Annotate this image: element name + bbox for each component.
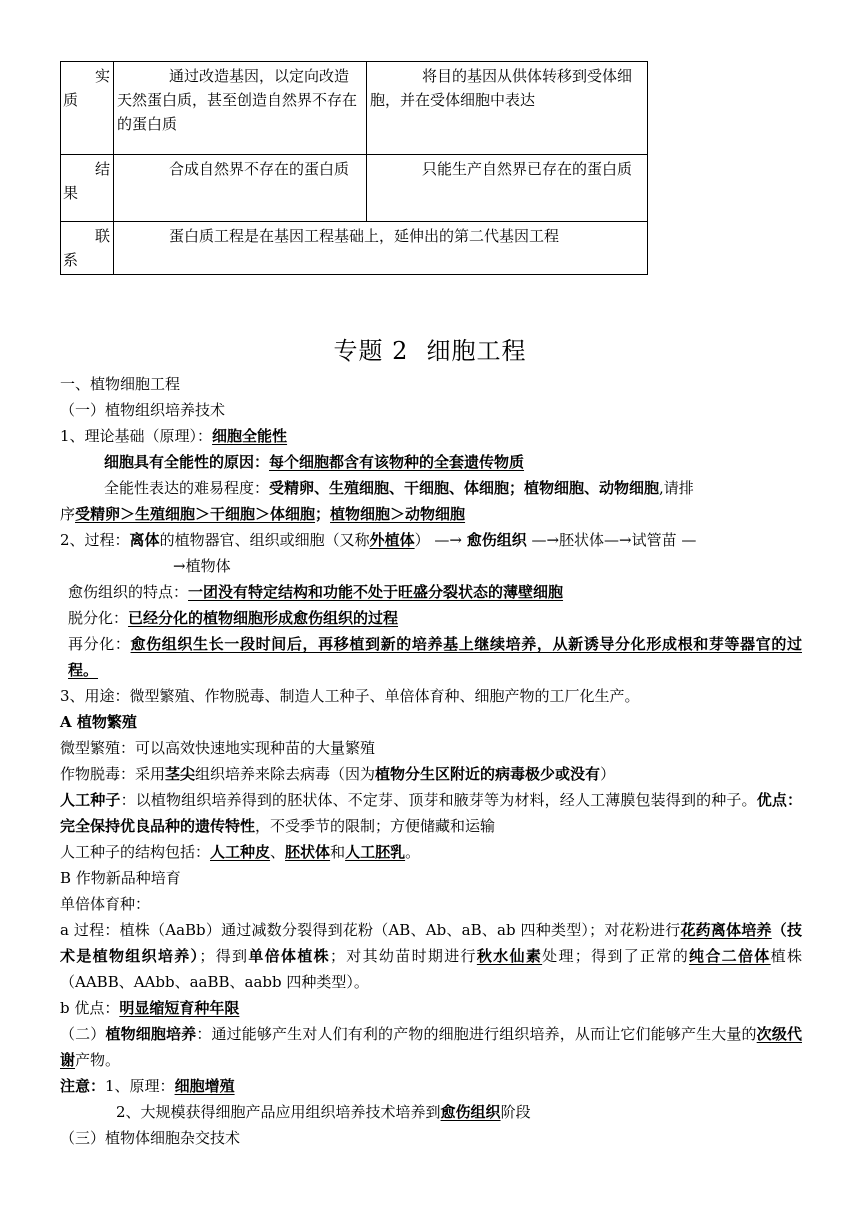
paragraph: a 过程：植株（AaBb）通过减数分裂得到花粉（AB、Ab、aB、ab 四种类型）；对花粉进行花药离体培养（技术是植物组织培养）；得到单倍体植株；对其幼苗时期进行秋水仙素处理；得到了正常的纯合二倍体植株（AABB、AAbb、aaBB、aabb 四种类型）。 xyxy=(60,921,802,991)
paragraph: 人工种子：以植物组织培养得到的胚状体、不定芽、顶芽和腋芽等为材料，经人工薄膜包装得到的种子。优点：完全保持优良品种的遗传特性，不受季节的限制；方便储藏和运输 xyxy=(60,791,802,835)
table-cell: 合成自然界不存在的蛋白质 xyxy=(114,155,367,222)
table-cell: 将目的基因从供体转移到受体细胞，并在受体细胞中表达 xyxy=(367,62,648,155)
table-row xyxy=(61,62,648,155)
paragraph: 脱分化：已经分化的植物细胞形成愈伤组织的过程 xyxy=(68,609,399,627)
paragraph: →植物体 xyxy=(173,557,231,575)
table-row xyxy=(61,155,648,222)
row-label: 结 果 xyxy=(61,155,114,222)
paragraph: b 优点：明显缩短育种年限 xyxy=(60,999,240,1017)
table-cell: 只能生产自然界已存在的蛋白质 xyxy=(367,155,648,222)
subheading-tissue-culture: （一）植物组织培养技术 xyxy=(60,401,226,419)
subheading-somatic-hybridization: （三）植物体细胞杂交技术 xyxy=(60,1129,241,1147)
paragraph: 人工种子的结构包括：人工种皮、胚状体和人工胚乳。 xyxy=(60,843,421,861)
comparison-table xyxy=(60,61,648,275)
paragraph: 再分化：愈伤组织生长一段时间后，再移植到新的培养基上继续培养，从新诱导分化形成根和芽等器官的过程。 xyxy=(68,635,802,679)
heading-plant-cell-engineering: 一、植物细胞工程 xyxy=(60,375,181,393)
subheading-new-variety: B 作物新品种培育 xyxy=(60,869,181,887)
paragraph: 3、用途：微型繁殖、作物脱毒、制造人工种子、单倍体育种、细胞产物的工厂化生产。 xyxy=(60,687,640,705)
paragraph: 愈伤组织的特点：一团没有特定结构和功能不处于旺盛分裂状态的薄壁细胞 xyxy=(68,583,564,601)
paragraph: 注意：1、原理：细胞增殖 xyxy=(60,1077,235,1095)
paragraph: 单倍体育种： xyxy=(60,895,151,913)
table-cell-merged: 蛋白质工程是在基因工程基础上，延伸出的第二代基因工程 xyxy=(114,222,648,275)
paragraph: 2、过程：离体的植物器官、组织或细胞（又称外植体） —→ 愈伤组织 —→胚状体—→试管苗 — xyxy=(60,531,697,549)
paragraph: 微型繁殖：可以高效快速地实现种苗的大量繁殖 xyxy=(60,739,376,757)
section-title: 专题 2 细胞工程 xyxy=(333,337,527,365)
subheading-plant-propagation: A 植物繁殖 xyxy=(60,713,137,731)
body-text xyxy=(60,371,802,1151)
table-cell: 通过改造基因，以定向改造天然蛋白质，甚至创造自然界不存在的蛋白质 xyxy=(114,62,367,155)
row-label: 实 质 xyxy=(61,62,114,155)
table-row xyxy=(61,222,648,275)
row-label: 联 系 xyxy=(61,222,114,275)
paragraph: （二）植物细胞培养：通过能够产生对人们有利的产物的细胞进行组织培养，从而让它们能够产生大量的次级代谢产物。 xyxy=(60,1025,802,1069)
paragraph: 作物脱毒：采用茎尖组织培养来除去病毒（因为植物分生区附近的病毒极少或没有） xyxy=(60,765,616,783)
paragraph: 全能性表达的难易程度：受精卵、生殖细胞、干细胞、体细胞；植物细胞、动物细胞,请排 xyxy=(104,479,694,497)
paragraph: 1、理论基础（原理）：细胞全能性 xyxy=(60,427,288,445)
paragraph: 细胞具有全能性的原因：每个细胞都含有该物种的全套遗传物质 xyxy=(104,453,525,471)
paragraph: 2、大规模获得细胞产品应用组织培养技术培养到愈伤组织阶段 xyxy=(116,1103,531,1121)
paragraph: 序受精卵＞生殖细胞＞干细胞＞体细胞；植物细胞＞动物细胞 xyxy=(60,505,466,523)
